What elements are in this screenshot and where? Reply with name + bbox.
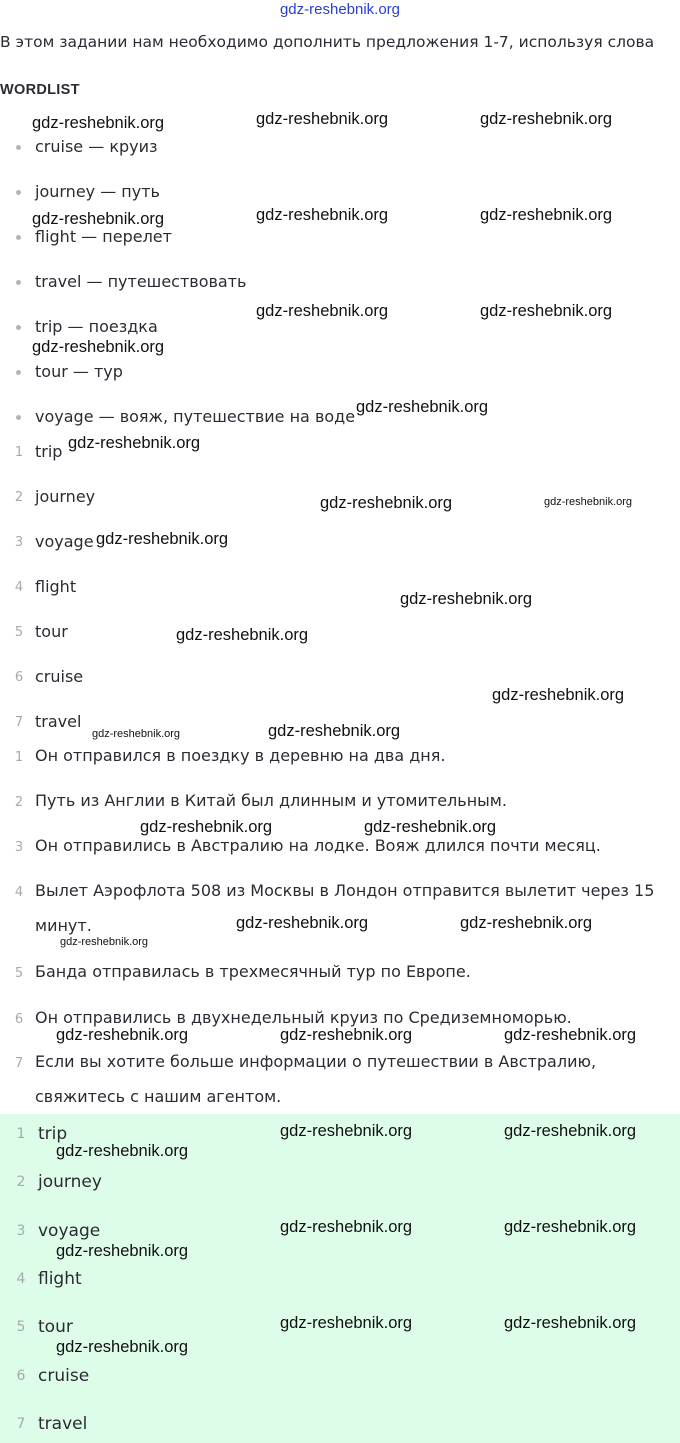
watermark: gdz-reshebnik.org (280, 1218, 413, 1236)
watermark: gdz-reshebnik.org (400, 590, 533, 608)
watermark: gdz-reshebnik.org (480, 110, 613, 128)
watermark: gdz-reshebnik.org (356, 398, 489, 416)
watermark: gdz-reshebnik.org (140, 818, 273, 836)
bullet-icon (16, 235, 21, 240)
bullet-icon (16, 145, 21, 150)
bullet-icon (16, 370, 21, 375)
watermark: gdz-reshebnik.org (256, 302, 389, 320)
watermark: gdz-reshebnik.org (32, 210, 165, 228)
watermark: gdz-reshebnik.org (56, 1026, 189, 1044)
watermark: gdz-reshebnik.org (176, 626, 309, 644)
watermark: gdz-reshebnik.org (56, 1242, 189, 1260)
watermark: gdz-reshebnik.org (32, 114, 165, 132)
bullet-icon (16, 325, 21, 330)
intro-text: В этом задании нам необходимо дополнить предложения 1-7, используя слова (0, 33, 655, 51)
watermark: gdz-reshebnik.org (60, 936, 149, 948)
bullet-icon (16, 415, 21, 420)
watermark: gdz-reshebnik.org (480, 302, 613, 320)
watermark: gdz-reshebnik.org (268, 722, 401, 740)
watermark: gdz-reshebnik.org (320, 494, 453, 512)
watermark: gdz-reshebnik.org (280, 1314, 413, 1332)
watermark: gdz-reshebnik.org (504, 1026, 637, 1044)
bullet-icon (16, 190, 21, 195)
watermark: gdz-reshebnik.org (280, 1026, 413, 1044)
watermark: gdz-reshebnik.org (460, 914, 593, 932)
watermark: gdz-reshebnik.org (504, 1314, 637, 1332)
watermark: gdz-reshebnik.org (92, 728, 181, 740)
watermark: gdz-reshebnik.org (492, 686, 625, 704)
watermark: gdz-reshebnik.org (256, 206, 389, 224)
watermark: gdz-reshebnik.org (504, 1218, 637, 1236)
bullet-icon (16, 280, 21, 285)
watermark: gdz-reshebnik.org (32, 338, 165, 356)
watermark: gdz-reshebnik.org (68, 434, 201, 452)
site-title[interactable]: gdz-reshebnik.org (279, 1, 401, 18)
watermark: gdz-reshebnik.org (56, 1142, 189, 1160)
watermark: gdz-reshebnik.org (56, 1338, 189, 1356)
watermark: gdz-reshebnik.org (236, 914, 369, 932)
watermark: gdz-reshebnik.org (364, 818, 497, 836)
answer-box: 1 trip 2 journey 3 voyage 4 flight 5 tour 6 cruise 7 travel (0, 1114, 680, 1443)
watermark: gdz-reshebnik.org (544, 496, 633, 508)
watermark: gdz-reshebnik.org (480, 206, 613, 224)
watermark: gdz-reshebnik.org (280, 1122, 413, 1140)
watermark: gdz-reshebnik.org (504, 1122, 637, 1140)
watermark: gdz-reshebnik.org (256, 110, 389, 128)
wordlist-heading: WORDLIST (0, 82, 80, 98)
watermark: gdz-reshebnik.org (96, 530, 229, 548)
